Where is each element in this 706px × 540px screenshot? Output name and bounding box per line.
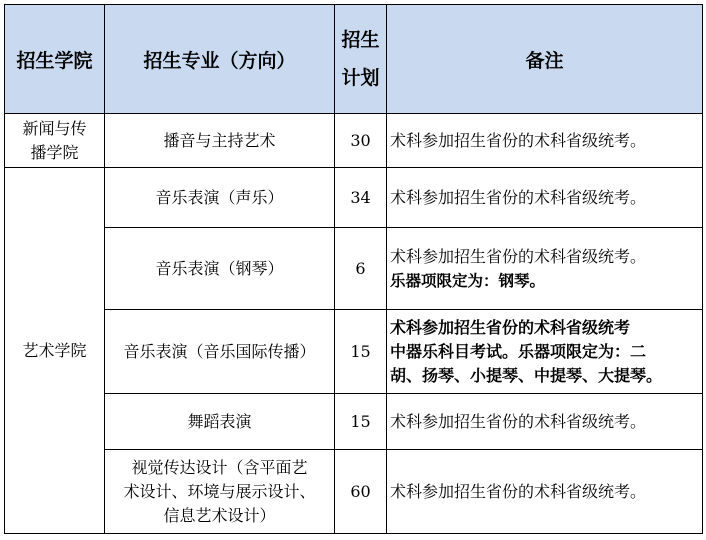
major-cell: 舞蹈表演 [105,394,335,450]
header-plan [335,5,387,114]
major-cell [105,450,335,534]
note-cell-bold [387,310,703,394]
note-cell: 术科参加招生省份的术科省级统考。 [387,450,703,534]
header-major: 招生专业（方向） [105,5,335,114]
header-row [5,5,703,114]
major-cell: 音乐表演（音乐国际传播） [105,310,335,394]
table-row [5,168,703,228]
note-cell: 术科参加招生省份的术科省级统考。 [387,114,703,168]
table-row [5,394,703,450]
note-line-bold: 乐器项限定为：钢琴。 [390,271,546,290]
table-row [5,228,703,310]
college-news-line2: 播学院 [30,142,79,162]
header-note: 备注 [387,5,703,114]
header-plan-line1: 招生 [341,29,380,51]
header-college: 招生学院 [5,5,105,114]
table-row [5,310,703,394]
college-cell-news [5,114,105,168]
plan-cell: 60 [335,450,387,534]
plan-cell: 6 [335,228,387,310]
note-line: 胡、扬琴、小提琴、中提琴、大提琴。 [390,365,663,385]
admissions-table-container [4,4,703,534]
plan-cell: 30 [335,114,387,168]
admissions-table [4,4,703,534]
major-line: 术设计、环境与展示设计、 [123,481,316,501]
major-cell: 音乐表演（声乐） [105,168,335,228]
major-line: 视觉传达设计（含平面艺 [131,457,308,477]
plan-cell: 15 [335,310,387,394]
major-cell: 音乐表演（钢琴） [105,228,335,310]
plan-cell: 15 [335,394,387,450]
college-cell-art: 艺术学院 [5,168,105,534]
note-cell: 术科参加招生省份的术科省级统考。 [387,168,703,228]
note-cell [387,228,703,310]
college-news-line1: 新闻与传 [22,118,87,138]
table-row [5,114,703,168]
note-line: 术科参加招生省份的术科省级统考。 [390,246,647,266]
note-line: 术科参加招生省份的术科省级统考 [390,317,631,337]
note-line: 中器乐科目考试。乐器项限定为：二 [390,341,647,361]
plan-cell: 34 [335,168,387,228]
header-plan-line2: 计划 [341,67,380,89]
note-cell: 术科参加招生省份的术科省级统考。 [387,394,703,450]
major-cell: 播音与主持艺术 [105,114,335,168]
table-row [5,450,703,534]
major-line: 信息艺术设计） [163,505,276,525]
